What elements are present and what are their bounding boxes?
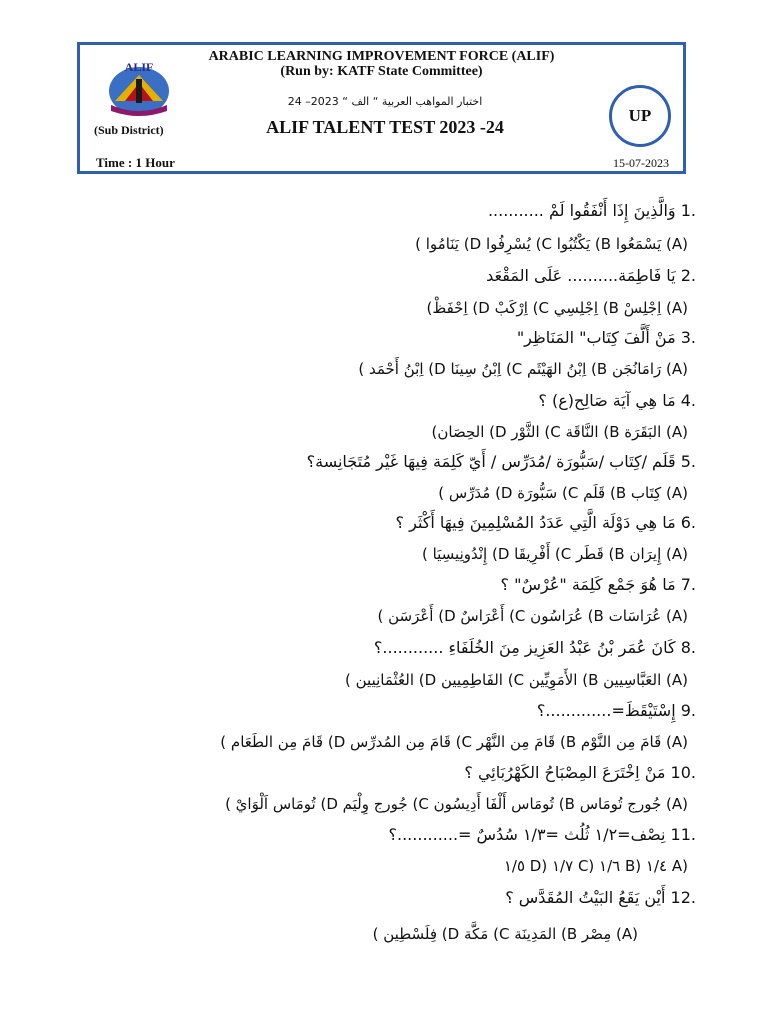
question-1: 1. وَالَّذِينَ إِذَا أَنْفَقُوا لَمْ ........... xyxy=(487,201,696,220)
time-label: Time : 1 Hour xyxy=(96,155,175,170)
question-7: 7. مَا هُوَ جَمْع كَلِمَة "عُرْسٌ" ؟ xyxy=(500,575,696,594)
options-5: (A) كِتَاب B) قَلَم C) سَبُّورَة D) مُدَرِّس ) xyxy=(438,484,688,502)
options-2: (A) اِجْلِسْ B) اِجْلِسِي C) اِرْكَبْ D) اِحْفَظْ) xyxy=(426,299,688,317)
options-8: (A) العَبَّاسِيين B) الأَمَوِيِّين C) الفَاطِمِيين D) العُثْمَانِيين ) xyxy=(345,671,688,689)
sub-district-label: (Sub District) xyxy=(94,123,164,137)
options-4: (A) البَقَرَة B) النَّاقَة C) الثَّوْر D) الحِصَان) xyxy=(431,423,688,441)
arabic-test-title: اختبار المواهب العربية “ الف “ 2023– 24 xyxy=(287,95,483,108)
org-subtitle: (Run by: KATF State Committee) xyxy=(280,64,483,79)
level-badge: UP xyxy=(609,85,671,147)
options-12: (A) مِصْر B) المَدِينَة C) مَكَّة D) فِلَسْطِين ) xyxy=(372,925,638,943)
options-10: (A) جُورج تُومَاس B) تُومَاس أَلْفَا أَدِيسُون C) جُورج وِلْيَم D) تُومَاس اَلْوَايْ ) xyxy=(225,795,688,813)
options-11: (A ١/٤ (B ١/٦ (C ١/٧ (D ١/٥ xyxy=(503,857,688,875)
options-3: (A) رَامَانُجَن B) اِبْنُ الهَيْثَم C) اِبْنُ سِينَا D) اِبْنُ أَحْمَد ) xyxy=(358,360,688,378)
options-6: (A) إِيرَان B) قَطَر C) أَفْرِيقَا D) إِنْدُونِيسِيَا ) xyxy=(421,545,688,563)
options-7: (A) عُرَاسَات B) عُرَاسُون C) أَعْرَاسٌ D) أَعْرَسَن ) xyxy=(377,607,688,625)
question-4: 4. مَا هِي آيَة صَالِح(ع) ؟ xyxy=(538,391,696,410)
question-8: 8. كَانَ عُمَر بْنُ عَبْدُ العَزِيز مِنَ الخُلَفَاءِ ............؟ xyxy=(373,638,696,657)
question-11: 11. نِصْف=١/٢ ثُلُث =١/٣ سُدُسٌ =............؟ xyxy=(388,825,696,844)
question-2: 2. يَا فَاطِمَة.......... عَلَى المَقْعَد xyxy=(486,266,696,285)
question-12: 12. أَيْن يَقَعُ البَيْتُ المُقَدَّس ؟ xyxy=(505,888,696,907)
svg-text:ALIF: ALIF xyxy=(124,60,154,74)
options-9: (A) قَامَ مِن النَّوْم B) قَامَ مِن النَّهْر C) قَامَ مِن المُدرِّس D) قَامَ مِن الطَعَام ) xyxy=(220,733,688,751)
question-10: 10. مَنْ اِخْتَرَعَ المِصْبَاحُ الكَهْرُبَائِي ؟ xyxy=(464,763,696,782)
question-9: 9. إِسْتَيْقَظَ=.............؟ xyxy=(536,701,696,720)
question-6: 6. مَا هِي دَوْلَة الَّتِي عَدَدُ المُسْلِمِينَ فِيهَا أَكْثَر ؟ xyxy=(395,513,696,532)
org-name: ARABIC LEARNING IMPROVEMENT FORCE (ALIF) xyxy=(208,49,555,64)
test-title: ALIF TALENT TEST 2023 -24 xyxy=(266,117,504,137)
options-1: (A) يَسْمَعُوا B) يَكْتُبُوا C) يُسْرِفُوا D) يَنَامُوا ) xyxy=(415,235,688,253)
question-5: 5. قَلَم /كِتَاب /سَبُّورَة /مُدَرِّس / أَيّ كَلِمَة فِيهَا غَيْر مُتَجَانِسة؟ xyxy=(306,452,696,471)
date-label: 15-07-2023 xyxy=(613,156,669,170)
question-3: 3. مَنْ أَلَّفَ كِتَاب" المَنَاظِر" xyxy=(516,328,696,347)
